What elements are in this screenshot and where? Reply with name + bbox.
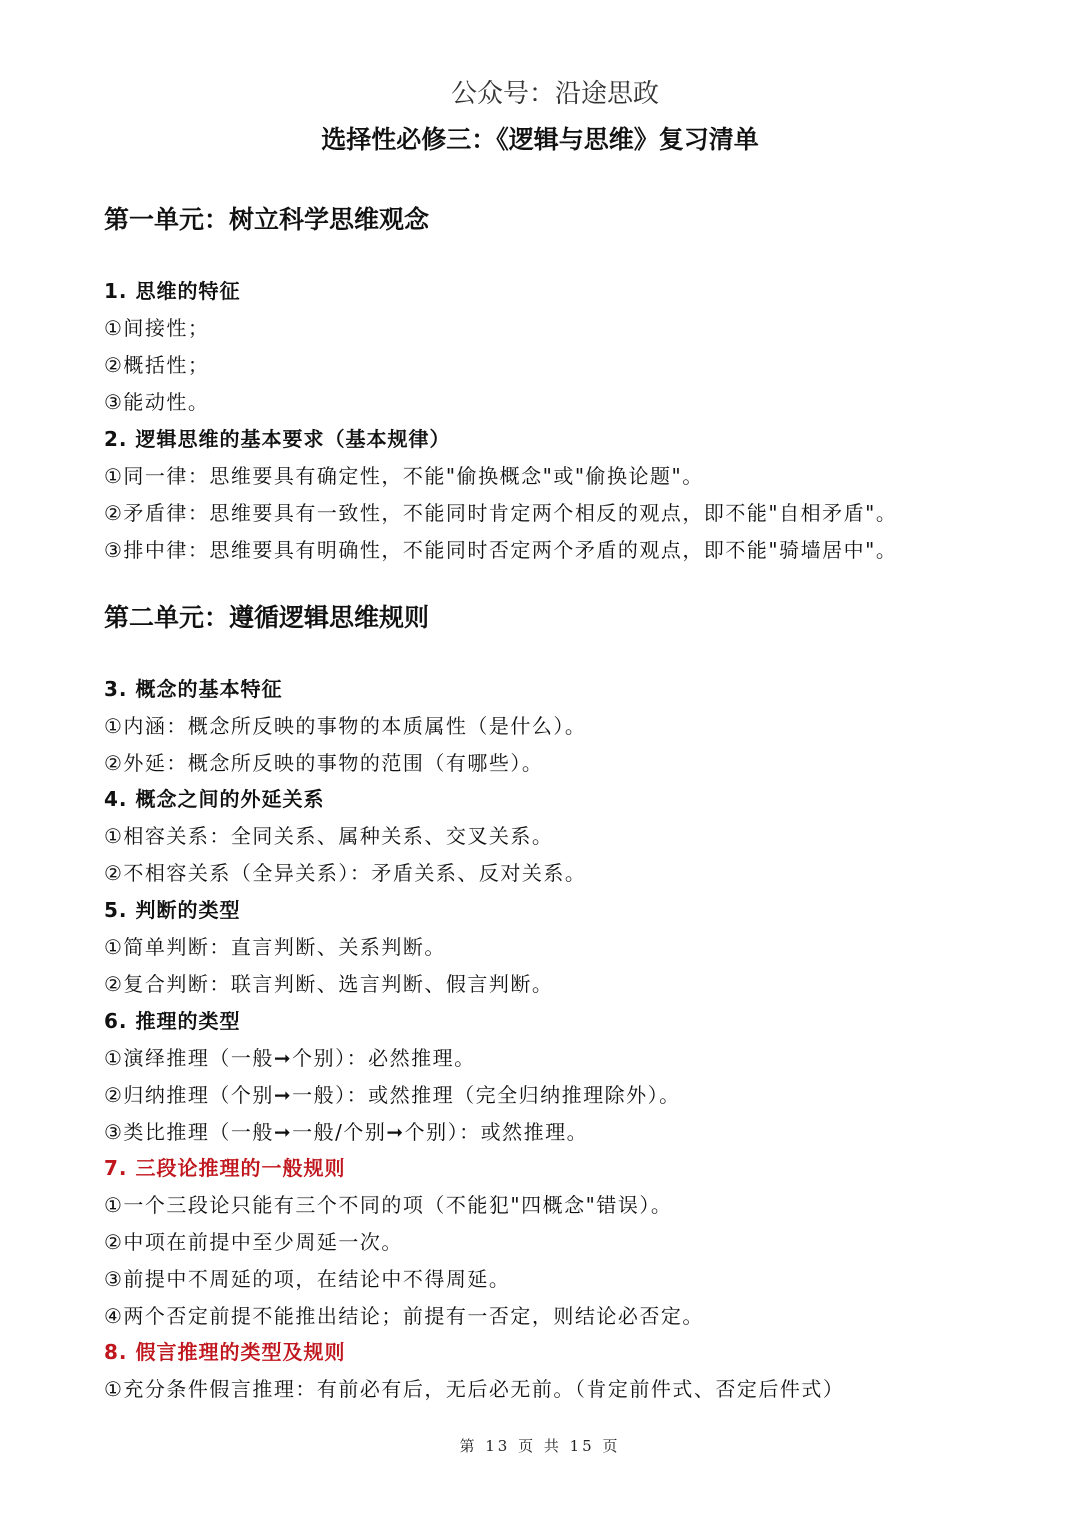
page-number-footer: 第 13 页 共 15 页 [459,1437,621,1455]
list-item: ②中项在前提中至少周延一次。 [104,1230,403,1254]
list-item: ③前提中不周延的项，在结论中不得周延。 [104,1267,511,1291]
list-item: ①简单判断：直言判断、关系判断。 [104,935,446,959]
section-heading-judgment-types: 5. 判断的类型 [104,898,241,922]
list-item: ①同一律：思维要具有确定性，不能"偷换概念"或"偷换论题"。 [104,464,704,488]
section-heading-concept-relations: 4. 概念之间的外延关系 [104,787,325,811]
list-item: ②复合判断：联言判断、选言判断、假言判断。 [104,972,554,996]
list-item: ①一个三段论只能有三个不同的项（不能犯"四概念"错误）。 [104,1193,673,1217]
section-heading-syllogism-rules: 7. 三段论推理的一般规则 [104,1156,346,1180]
list-item: ①充分条件假言推理：有前必有后，无后必无前。（肯定前件式、否定后件式） [104,1377,845,1401]
unit-heading-1: 第一单元：树立科学思维观念 [104,205,430,234]
section-heading-thinking-features: 1. 思维的特征 [104,279,241,303]
account-source-label: 公众号：沿途思政 [450,79,659,109]
list-item: ③类比推理（一般➞一般/个别➞个别）：或然推理。 [104,1120,589,1144]
list-item: ①演绎推理（一般➞个别）：必然推理。 [104,1046,476,1070]
list-item: ④两个否定前提不能推出结论；前提有一否定，则结论必否定。 [104,1304,704,1328]
section-heading-logic-requirements: 2. 逻辑思维的基本要求（基本规律） [104,427,451,451]
list-item: ②外延：概念所反映的事物的范围（有哪些）。 [104,751,544,775]
list-item: ②归纳推理（个别➞一般）：或然推理（完全归纳推理除外）。 [104,1083,681,1107]
document-title: 选择性必修三：《逻辑与思维》复习清单 [321,125,759,154]
list-item: ②矛盾律：思维要具有一致性，不能同时肯定两个相反的观点，即不能"自相矛盾"。 [104,501,898,525]
unit-heading-2: 第二单元：遵循逻辑思维规则 [104,603,430,632]
list-item: ③能动性。 [104,390,210,414]
list-item: ①内涵：概念所反映的事物的本质属性（是什么）。 [104,714,587,738]
section-heading-reasoning-types: 6. 推理的类型 [104,1009,241,1033]
list-item: ②概括性； [104,353,210,377]
list-item: ③排中律：思维要具有明确性，不能同时否定两个矛盾的观点，即不能"骑墙居中"。 [104,538,898,562]
section-heading-hypothetical-reasoning: 8. 假言推理的类型及规则 [104,1340,346,1364]
list-item: ①相容关系：全同关系、属种关系、交叉关系。 [104,824,554,848]
list-item: ②不相容关系（全异关系）：矛盾关系、反对关系。 [104,861,587,885]
list-item: ①间接性； [104,316,210,340]
section-heading-concept-features: 3. 概念的基本特征 [104,677,283,701]
